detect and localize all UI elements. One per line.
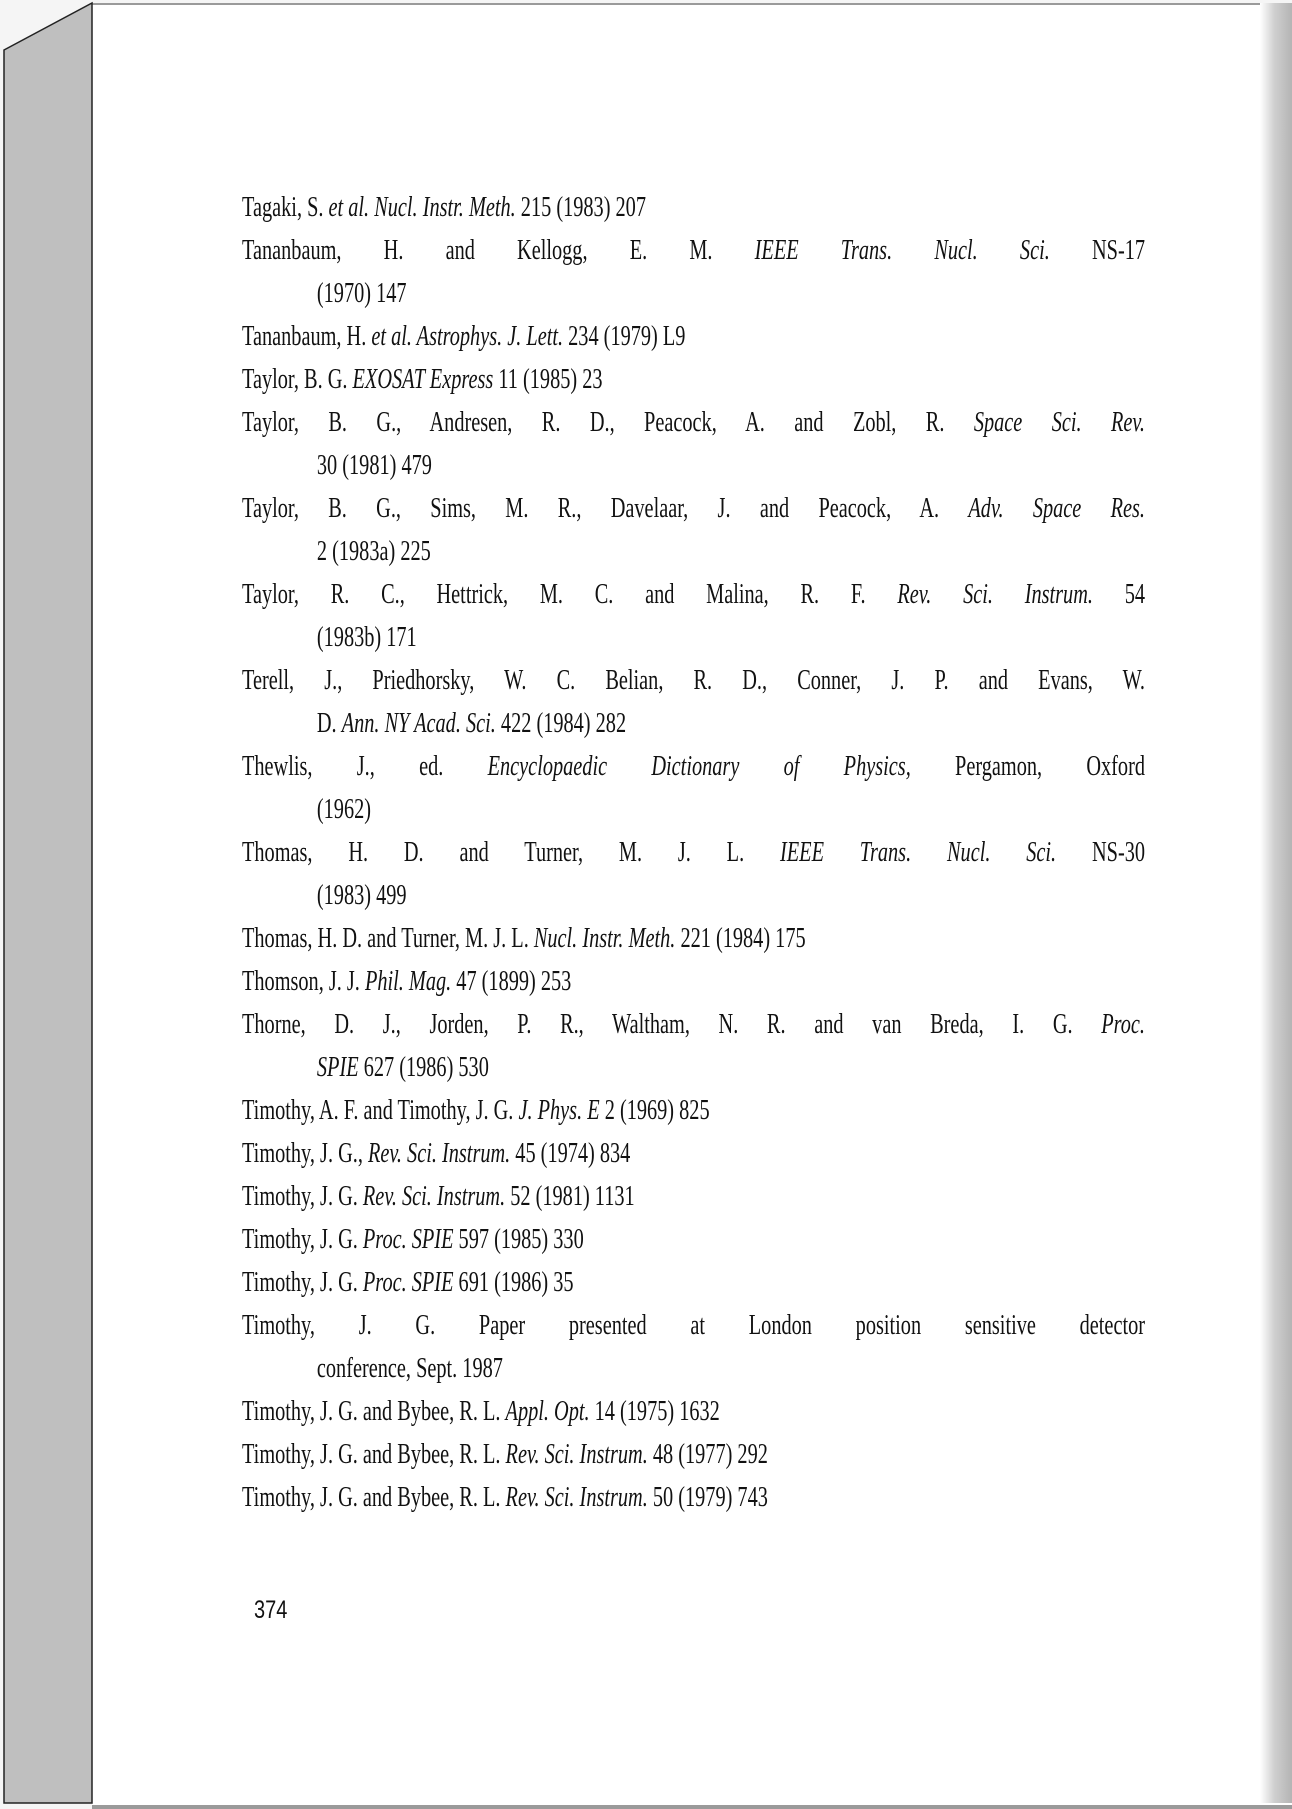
journal-title: et al. Nucl. Instr. Meth. xyxy=(328,191,516,223)
reference-line xyxy=(242,573,1145,616)
reference-entry xyxy=(242,1175,1145,1218)
reference-text: (1962) xyxy=(316,793,372,825)
reference-text: 215 (1983) 207 xyxy=(515,191,646,223)
reference-text: Timothy, J. G. xyxy=(242,1180,363,1212)
reference-text: 691 (1986) 35 xyxy=(453,1266,574,1298)
reference-entry xyxy=(242,401,1145,487)
reference-entry xyxy=(242,358,1145,401)
reference-line xyxy=(242,444,1145,487)
reference-text: Tananbaum, H. and Kellogg, E. M. xyxy=(242,234,755,266)
reference-line xyxy=(242,1476,1145,1519)
reference-text: Taylor, B. G. xyxy=(242,363,353,395)
reference-text: (1970) 147 xyxy=(316,277,407,309)
reference-text: Tananbaum, H. xyxy=(242,320,372,352)
reference-text: Thorne, D. J., Jorden, P. R., Waltham, N. R. and van Breda, I. G. xyxy=(242,1008,1102,1040)
reference-text: 45 (1974) 834 xyxy=(510,1137,631,1169)
reference-entry xyxy=(242,229,1145,315)
reference-text: 52 (1981) 1131 xyxy=(505,1180,635,1212)
reference-text: Timothy, A. F. and Timothy, J. G. xyxy=(242,1094,519,1126)
journal-title: Nucl. Instr. Meth. xyxy=(533,922,676,954)
reference-text: 30 (1981) 479 xyxy=(316,449,432,481)
reference-entry xyxy=(242,960,1145,1003)
journal-title: EXOSAT Express xyxy=(352,363,494,395)
reference-text: NS-17 xyxy=(1049,234,1145,266)
reference-line xyxy=(242,1132,1145,1175)
reference-line xyxy=(242,874,1145,917)
reference-text: 234 (1979) L9 xyxy=(563,320,686,352)
reference-entry xyxy=(242,1132,1145,1175)
reference-line xyxy=(242,401,1145,444)
reference-text: Thomas, H. D. and Turner, M. J. L. xyxy=(242,922,534,954)
page-number: 374 xyxy=(254,1596,288,1624)
reference-entry xyxy=(242,1089,1145,1132)
reference-entry xyxy=(242,917,1145,960)
reference-line xyxy=(242,1089,1145,1132)
reference-line xyxy=(242,1390,1145,1433)
reference-text: Taylor, B. G., Sims, M. R., Davelaar, J. and Peacock, A. xyxy=(242,492,969,524)
reference-text: Timothy, J. G. and Bybee, R. L. xyxy=(242,1395,506,1427)
reference-text: Taylor, B. G., Andresen, R. D., Peacock, A. and Zobl, R. xyxy=(242,406,974,438)
reference-entry xyxy=(242,1218,1145,1261)
reference-text: conference, Sept. 1987 xyxy=(316,1352,503,1384)
reference-entry xyxy=(242,831,1145,917)
journal-title: Phil. Mag. xyxy=(364,965,452,997)
journal-title: Encyclopaedic Dictionary of Physics, xyxy=(487,750,911,782)
journal-title: IEEE Trans. Nucl. Sci. xyxy=(780,836,1057,868)
reference-entry xyxy=(242,659,1145,745)
journal-title: Rev. Sci. Instrum. xyxy=(505,1481,648,1513)
reference-line xyxy=(242,530,1145,573)
journal-title: Rev. Sci. Instrum. xyxy=(505,1438,648,1470)
reference-entry xyxy=(242,1390,1145,1433)
reference-entry xyxy=(242,315,1145,358)
reference-text: 50 (1979) 743 xyxy=(647,1481,768,1513)
reference-line xyxy=(242,702,1145,745)
reference-line xyxy=(242,1003,1145,1046)
reference-line xyxy=(242,917,1145,960)
reference-text: (1983b) 171 xyxy=(316,621,417,653)
reference-entry xyxy=(242,1433,1145,1476)
reference-text: Thomson, J. J. xyxy=(242,965,365,997)
reference-entry xyxy=(242,745,1145,831)
reference-text: Terell, J., Priedhorsky, W. C. Belian, R. D., Conner, J. P. and Evans, W. xyxy=(242,664,1145,696)
reference-entry xyxy=(242,573,1145,659)
reference-line xyxy=(242,831,1145,874)
reference-line xyxy=(242,1304,1145,1347)
reference-text: Timothy, J. G. xyxy=(242,1223,363,1255)
reference-entry xyxy=(242,1003,1145,1089)
reference-text: Thewlis, J., ed. xyxy=(242,750,488,782)
journal-title: Space Sci. Rev. xyxy=(973,406,1145,438)
journal-title: J. Phys. E xyxy=(518,1094,600,1126)
journal-title: Rev. Sci. Instrum. xyxy=(362,1180,506,1212)
reference-entry xyxy=(242,1304,1145,1390)
reference-text: Timothy, J. G., xyxy=(242,1137,368,1169)
reference-entry xyxy=(242,1261,1145,1304)
reference-text: 54 xyxy=(1092,578,1145,610)
reference-text: D. xyxy=(316,707,342,739)
reference-line xyxy=(242,1046,1145,1089)
reference-text: NS-30 xyxy=(1056,836,1145,868)
journal-title: IEEE Trans. Nucl. Sci. xyxy=(754,234,1050,266)
reference-text: Tagaki, S. xyxy=(242,191,329,223)
journal-title: SPIE xyxy=(316,1051,359,1083)
reference-text: Timothy, J. G. xyxy=(242,1266,363,1298)
reference-line xyxy=(242,315,1145,358)
reference-line xyxy=(242,358,1145,401)
book-spine xyxy=(0,0,96,1806)
reference-line xyxy=(242,229,1145,272)
reference-line xyxy=(242,487,1145,530)
reference-entry xyxy=(242,487,1145,573)
reference-text: Taylor, R. C., Hettrick, M. C. and Malina, R. F. xyxy=(242,578,898,610)
reference-line xyxy=(242,1347,1145,1390)
reference-text: Timothy, J. G. and Bybee, R. L. xyxy=(242,1481,506,1513)
journal-title: Proc. SPIE xyxy=(362,1223,454,1255)
reference-text: 422 (1984) 282 xyxy=(495,707,627,739)
journal-title: et al. Astrophys. J. Lett. xyxy=(371,320,564,352)
reference-line xyxy=(242,960,1145,1003)
reference-text: 11 (1985) 23 xyxy=(493,363,603,395)
reference-text: Timothy, J. G. and Bybee, R. L. xyxy=(242,1438,506,1470)
reference-text: 47 (1899) 253 xyxy=(451,965,572,997)
reference-text: Pergamon, Oxford xyxy=(910,750,1145,782)
reference-text: 2 (1969) 825 xyxy=(599,1094,710,1126)
journal-title: Adv. Space Res. xyxy=(968,492,1145,524)
reference-text: 221 (1984) 175 xyxy=(675,922,806,954)
journal-title: Rev. Sci. Instrum. xyxy=(367,1137,511,1169)
journal-title: Ann. NY Acad. Sci. xyxy=(341,707,496,739)
journal-title: Proc. SPIE xyxy=(362,1266,454,1298)
journal-title: Rev. Sci. Instrum. xyxy=(897,578,1093,610)
journal-title: Proc. xyxy=(1101,1008,1145,1040)
reference-text: 48 (1977) 292 xyxy=(647,1438,768,1470)
reference-line xyxy=(242,186,1145,229)
reference-list xyxy=(242,186,1145,1519)
reference-line xyxy=(242,616,1145,659)
reference-line xyxy=(242,788,1145,831)
reference-text: Timothy, J. G. Paper presented at London position sensitive detector xyxy=(242,1309,1145,1341)
page-edge-shadow xyxy=(1260,3,1292,1803)
reference-entry xyxy=(242,186,1145,229)
reference-line xyxy=(242,1175,1145,1218)
reference-line xyxy=(242,272,1145,315)
reference-line xyxy=(242,1218,1145,1261)
reference-text: 597 (1985) 330 xyxy=(453,1223,584,1255)
reference-text: Thomas, H. D. and Turner, M. J. L. xyxy=(242,836,781,868)
reference-line xyxy=(242,745,1145,788)
reference-text: 2 (1983a) 225 xyxy=(316,535,431,567)
reference-line xyxy=(242,659,1145,702)
reference-entry xyxy=(242,1476,1145,1519)
reference-text: (1983) 499 xyxy=(316,879,407,911)
reference-line xyxy=(242,1261,1145,1304)
journal-title: Appl. Opt. xyxy=(505,1395,590,1427)
reference-text: 627 (1986) 530 xyxy=(358,1051,489,1083)
reference-line xyxy=(242,1433,1145,1476)
reference-text: 14 (1975) 1632 xyxy=(589,1395,720,1427)
